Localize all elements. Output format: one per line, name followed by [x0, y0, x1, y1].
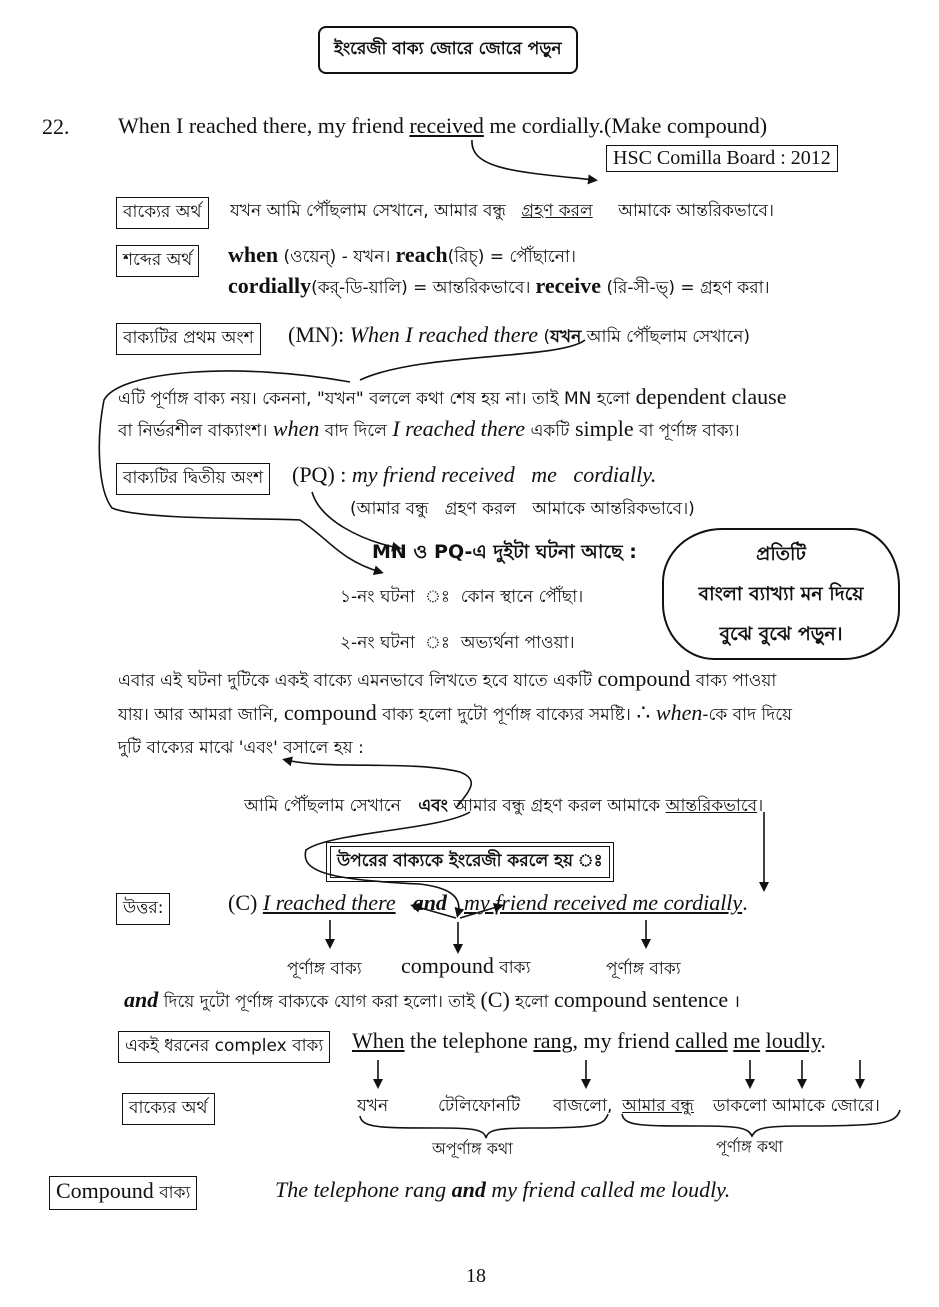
explain2-line1-en: compound: [592, 666, 691, 691]
explain1-line2-d: বা পূর্ণাঙ্গ বাক্য।: [633, 421, 740, 441]
answer-label: উত্তর:: [116, 893, 170, 925]
explain1-line2-c: একটি: [525, 421, 570, 441]
conclusion-en: (C): [474, 987, 510, 1012]
word-receive: receive: [535, 273, 602, 298]
explain2-line3: দুটি বাক্যের মাঝে 'এবং' বসালে হয় :: [118, 738, 364, 758]
first-part-bn-rest: আমি পৌঁছলাম সেখানে): [581, 327, 751, 347]
combined-part1: আমি পৌঁছলাম সেখানে: [244, 796, 401, 816]
arrow-loop-mn: [99, 340, 585, 572]
question-number: 22.: [42, 114, 70, 139]
brace-complete: [622, 1110, 900, 1136]
complex-end: .: [820, 1028, 826, 1053]
complex-meaning-w5: ডাকলো আমাকে জোরে।: [713, 1096, 880, 1116]
conclusion-en2: compound sentence: [548, 987, 729, 1012]
explain2-line2-en: compound: [278, 700, 377, 725]
header-label: ইংরেজী বাক্য জোরে জোরে পড়ুন: [318, 26, 578, 74]
explain2-line2-when: when: [650, 700, 703, 725]
explain2-line2-a: যায়। আর আমরা জানি,: [118, 705, 279, 725]
brace-label-incomplete: অপূর্ণাঙ্গ কথা: [432, 1139, 513, 1158]
compound-and: and: [451, 1177, 486, 1202]
board-badge: HSC Comilla Board : 2012: [606, 145, 838, 172]
explain1-line2-reached: I reached there: [386, 416, 526, 441]
answer-note1: পূর্ণাঙ্গ বাক্য: [287, 959, 362, 979]
second-part-english: my friend received me cordially.: [351, 462, 657, 487]
question-text-pre: When I reached there, my friend: [118, 113, 410, 138]
brace-label-complete: পূর্ণাঙ্গ কথা: [716, 1137, 784, 1156]
arrow-ebong-down: [305, 812, 470, 914]
meaning-verb: গ্রহণ করল: [521, 201, 593, 221]
meaning-label: বাক্যের অর্থ: [116, 197, 209, 229]
word-cordially-meaning: (কর্-ডি-য়ালি) = আন্তরিকভাবে।: [311, 278, 531, 298]
complex-t2: , my friend: [572, 1028, 676, 1053]
complex-me: me: [733, 1028, 761, 1053]
first-part-english: When I reached there: [349, 322, 539, 347]
complex-meaning-w2: টেলিফোনটি: [438, 1096, 521, 1116]
answer-end: .: [742, 890, 748, 915]
second-part-code: (PQ) :: [292, 462, 352, 487]
arrow-and-left: [414, 906, 456, 918]
meaning-part1: যখন আমি পৌঁছলাম সেখানে, আমার বন্ধু: [230, 201, 506, 221]
translate-label: উপরের বাক্যকে ইংরেজী করলে হয় ঃ: [330, 846, 610, 878]
answer-conj: and: [412, 890, 447, 915]
explain2-line2-d: -কে বাদ দিয়ে: [702, 705, 793, 725]
word-reach: reach: [395, 242, 448, 267]
complex-meaning-w3: বাজলো,: [553, 1096, 613, 1116]
first-part-bn-open: (: [538, 327, 551, 347]
explain2-line1-bn: এবার এই ঘটনা দুটিকে একই বাক্যে এমনভাবে লিখতে হবে যাতে একটি: [118, 671, 592, 691]
first-part-code: (MN):: [288, 322, 350, 347]
brace-incomplete: [360, 1114, 608, 1138]
answer-note2-bn: বাক্য: [493, 958, 531, 978]
second-part-bn: (আমার বন্ধু গ্রহণ করল আমাকে আন্তরিকভাবে।): [350, 499, 695, 519]
page-number: 18: [466, 1265, 486, 1287]
complex-meaning-label: বাক্যের অর্থ: [122, 1093, 215, 1125]
first-part-label: বাক্যটির প্রথম অংশ: [116, 323, 261, 355]
explain1-line2-a: বা নির্ভরশীল বাক্যাংশ।: [118, 421, 268, 441]
answer-prefix: (C): [228, 890, 263, 915]
conclusion-bn2: হলো: [509, 992, 549, 1012]
compound-t2: my friend called me loudly.: [485, 1177, 731, 1202]
event-1: ১-নং ঘটনা ঃ কোন স্থানে পৌঁছা।: [340, 587, 584, 607]
question-verb: received: [409, 113, 484, 138]
answer-clause2: my friend received me cordially: [464, 890, 743, 915]
explain1-line2-b: বাদ দিলে: [319, 421, 387, 441]
answer-note3: পূর্ণাঙ্গ বাক্য: [606, 959, 681, 979]
complex-label: একই ধরনের complex বাক্য: [118, 1031, 330, 1063]
complex-loudly: loudly: [765, 1028, 821, 1053]
word-reach-meaning: (রিচ্) = পৌঁছানো।: [447, 247, 576, 267]
compound-label-en: Compound: [56, 1178, 154, 1203]
arrow-and-right: [460, 906, 500, 918]
events-heading: MN ও PQ-এ দুইটা ঘটনা আছে :: [372, 541, 637, 563]
word-receive-meaning: (রি-সী-ভ্) = গ্রহণ করা।: [601, 278, 770, 298]
explain1-line1-bn: এটি পূর্ণাঙ্গ বাক্য নয়। কেননা, "যখন" বললে কথা শেষ হয় না। তাই MN হলো: [118, 389, 631, 409]
question-text-post: me cordially.(Make compound): [483, 113, 768, 138]
explain2-line2-b: বাক্য হলো দুটো পূর্ণাঙ্গ বাক্যের সমষ্টি।: [376, 705, 631, 725]
arrow-received: [472, 140, 594, 180]
event-2: ২-নং ঘটনা ঃ অভ্যর্থনা পাওয়া।: [340, 633, 575, 653]
complex-meaning-w1: যখন: [357, 1096, 389, 1116]
complex-t1: the telephone: [404, 1028, 534, 1053]
callout-line3: বুঝে বুঝে পড়ুন।: [719, 623, 843, 645]
callout-line2: বাংলা ব্যাখ্যা মন দিয়ে: [698, 583, 864, 605]
word-when: when: [228, 242, 279, 267]
combined-part3: আমার বন্ধু গ্রহণ করল আমাকে: [447, 796, 661, 816]
explain2-line2-c: ∴: [630, 700, 651, 725]
explain1-line2-simple: simple: [569, 416, 634, 441]
compound-label-bn: বাক্য: [153, 1183, 191, 1203]
complex-when: When: [352, 1028, 405, 1053]
conclusion-and: and: [124, 987, 159, 1012]
meaning-part3: আমাকে আন্তরিকভাবে।: [618, 201, 775, 221]
explain1-line2-when: when: [267, 416, 320, 441]
explain2-line1-end: বাক্য পাওয়া: [690, 671, 777, 691]
second-part-label: বাক্যটির দ্বিতীয় অংশ: [116, 463, 270, 495]
word-meaning-label: শব্দের অর্থ: [116, 245, 199, 277]
answer-note2-en: compound: [401, 953, 494, 978]
complex-called: called: [675, 1028, 728, 1053]
word-when-meaning: (ওয়েন্) - যখন।: [278, 247, 391, 267]
explain1-line1-en: dependent clause: [630, 384, 787, 409]
compound-t1: The telephone rang: [275, 1177, 452, 1202]
complex-rang: rang: [533, 1028, 573, 1053]
combined-end: ।: [757, 796, 764, 816]
combined-conj: এবং: [418, 796, 448, 816]
first-part-bn-bold: যখন: [550, 327, 582, 347]
complex-meaning-w4: আমার বন্ধু: [622, 1096, 694, 1116]
word-cordially: cordially: [228, 273, 312, 298]
arrow-ebong: [286, 760, 471, 808]
callout-line1: প্রতিটি: [756, 543, 806, 565]
combined-part4: আন্তরিকভাবে: [665, 796, 758, 816]
conclusion-end: ।: [728, 992, 741, 1012]
answer-clause1: I reached there: [262, 890, 396, 915]
conclusion-bn1: দিয়ে দুটো পূর্ণাঙ্গ বাক্যকে যোগ করা হলো। তাই: [158, 992, 475, 1012]
